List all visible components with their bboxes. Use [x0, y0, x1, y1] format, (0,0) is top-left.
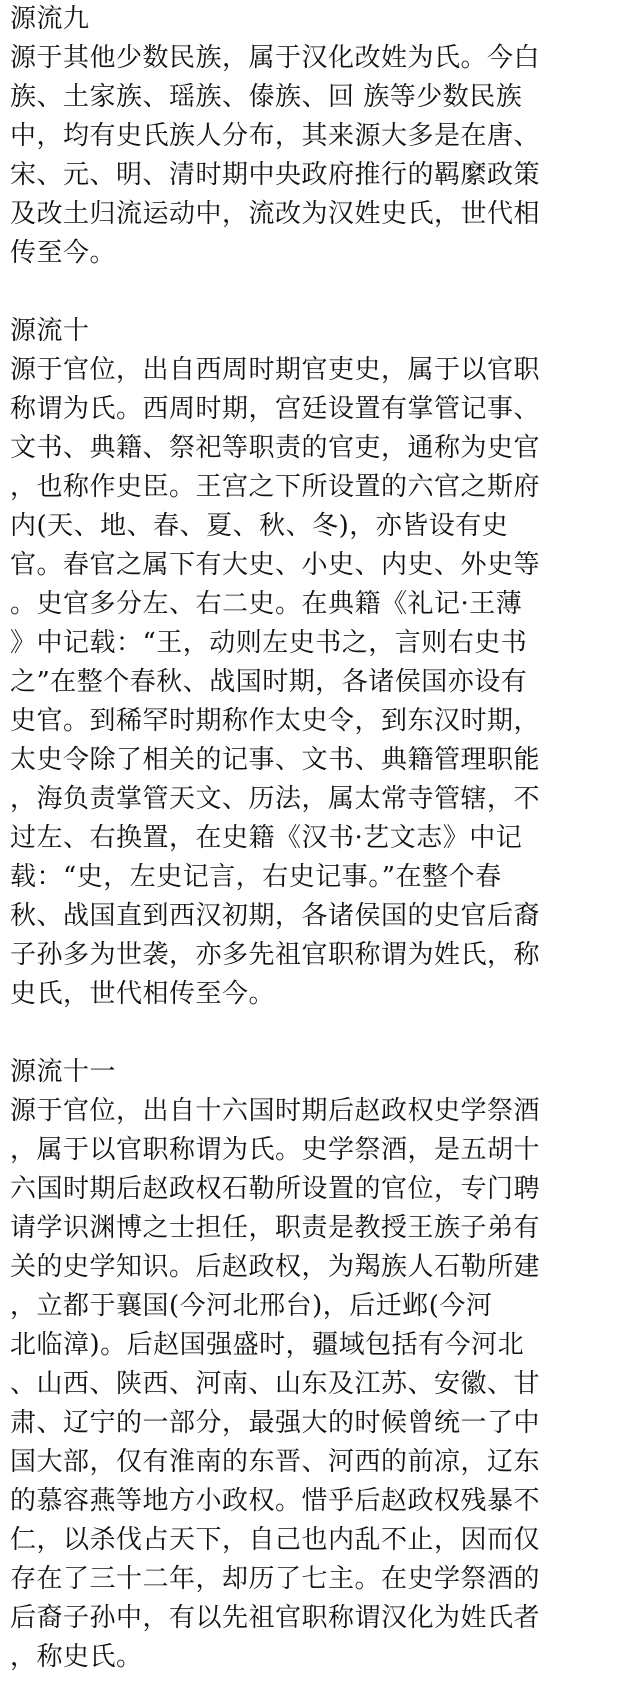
paragraph-line: ，海负责掌管天文、历法，属太常寺管辖，不 — [10, 784, 541, 814]
paragraph-line: 内(天、地、春、夏、秋、冬)，亦皆设有史 — [10, 511, 509, 541]
paragraph-line: 源于官位，出自西周时期官吏史，属于以官职 — [10, 355, 541, 385]
section-spacer — [10, 273, 635, 312]
paragraph-line: 宋、元、明、清时期中央政府推行的羁縻政策 — [10, 160, 541, 190]
paragraph-line: ，立都于襄国(今河北邢台)，后迁邺(今河 — [10, 1291, 493, 1321]
paragraph-line: 源于其他少数民族，属于汉化改姓为氏。今白 — [10, 43, 541, 73]
paragraph-line: 文书、典籍、祭祀等职责的官吏，通称为史官 — [10, 433, 541, 463]
paragraph-line: ，属于以官职称谓为氏。史学祭酒，是五胡十 — [10, 1135, 541, 1165]
paragraph-line: 的慕容燕等地方小政权。惜乎后赵政权残暴不 — [10, 1486, 541, 1516]
section-10 — [10, 312, 635, 1014]
paragraph-line: 国大部，仅有淮南的东晋、河西的前凉，辽东 — [10, 1447, 541, 1477]
paragraph-line: ，称史氏。 — [10, 1642, 143, 1672]
paragraph-line: ，也称作史臣。王宫之下所设置的六官之斯府 — [10, 472, 541, 502]
document-page — [10, 0, 635, 1677]
paragraph-line: 过左、右换置，在史籍《汉书·艺文志》中记 — [10, 823, 523, 853]
section-9 — [10, 0, 635, 273]
section-spacer — [10, 1014, 635, 1053]
paragraph-line: 关的史学知识。后赵政权，为羯族人石勒所建 — [10, 1252, 541, 1282]
paragraph-line: 传至今。 — [10, 238, 117, 268]
paragraph-line: 族、土家族、瑶族、傣族、回 族等少数民族 — [10, 82, 523, 112]
paragraph-line: 源于官位，出自十六国时期后赵政权史学祭酒 — [10, 1096, 541, 1126]
paragraph-line: 史氏，世代相传至今。 — [10, 979, 276, 1009]
paragraph-line: 官。春官之属下有大史、小史、内史、外史等 — [10, 550, 541, 580]
paragraph-line: 及改土归流运动中，流改为汉姓史氏，世代相 — [10, 199, 541, 229]
paragraph-line: 仁，以杀伐占天下，自己也内乱不止，因而仅 — [10, 1525, 541, 1555]
paragraph-line: 之”在整个春秋、战国时期，各诸侯国亦设有 — [10, 667, 528, 697]
paragraph-line: 》中记载：“王，动则左史书之，言则右史书 — [10, 628, 528, 658]
paragraph-line: 存在了三十二年，却历了七主。在史学祭酒的 — [10, 1564, 541, 1594]
paragraph-line: 后裔子孙中，有以先祖官职称谓汉化为姓氏者 — [10, 1603, 541, 1633]
section-heading: 源流十一 — [10, 1057, 117, 1087]
paragraph-line: 载：“史，左史记言，右史记事。”在整个春 — [10, 862, 502, 892]
paragraph-line: 北临漳)。后赵国强盛时，疆域包括有今河北 — [10, 1330, 525, 1360]
paragraph-line: 子孙多为世袭，亦多先祖官职称谓为姓氏，称 — [10, 940, 541, 970]
paragraph-line: 太史令除了相关的记事、文书、典籍管理职能 — [10, 745, 541, 775]
paragraph-line: 肃、辽宁的一部分，最强大的时候曾统一了中 — [10, 1408, 541, 1438]
section-heading: 源流十 — [10, 316, 90, 346]
paragraph-line: 、山西、陕西、河南、山东及江苏、安徽、甘 — [10, 1369, 541, 1399]
section-heading: 源流九 — [10, 4, 90, 34]
paragraph-line: 秋、战国直到西汉初期，各诸侯国的史官后裔 — [10, 901, 541, 931]
paragraph-line: 中，均有史氏族人分布，其来源大多是在唐、 — [10, 121, 541, 151]
paragraph-line: 史官。到稀罕时期称作太史令，到东汉时期， — [10, 706, 541, 736]
section-11 — [10, 1053, 635, 1677]
paragraph-line: 。史官多分左、右二史。在典籍《礼记·王薄 — [10, 589, 523, 619]
paragraph-line: 六国时期后赵政权石勒所设置的官位，专门聘 — [10, 1174, 541, 1204]
paragraph-line: 请学识渊博之士担任，职责是教授王族子弟有 — [10, 1213, 541, 1243]
paragraph-line: 称谓为氏。西周时期，宫廷设置有掌管记事、 — [10, 394, 541, 424]
